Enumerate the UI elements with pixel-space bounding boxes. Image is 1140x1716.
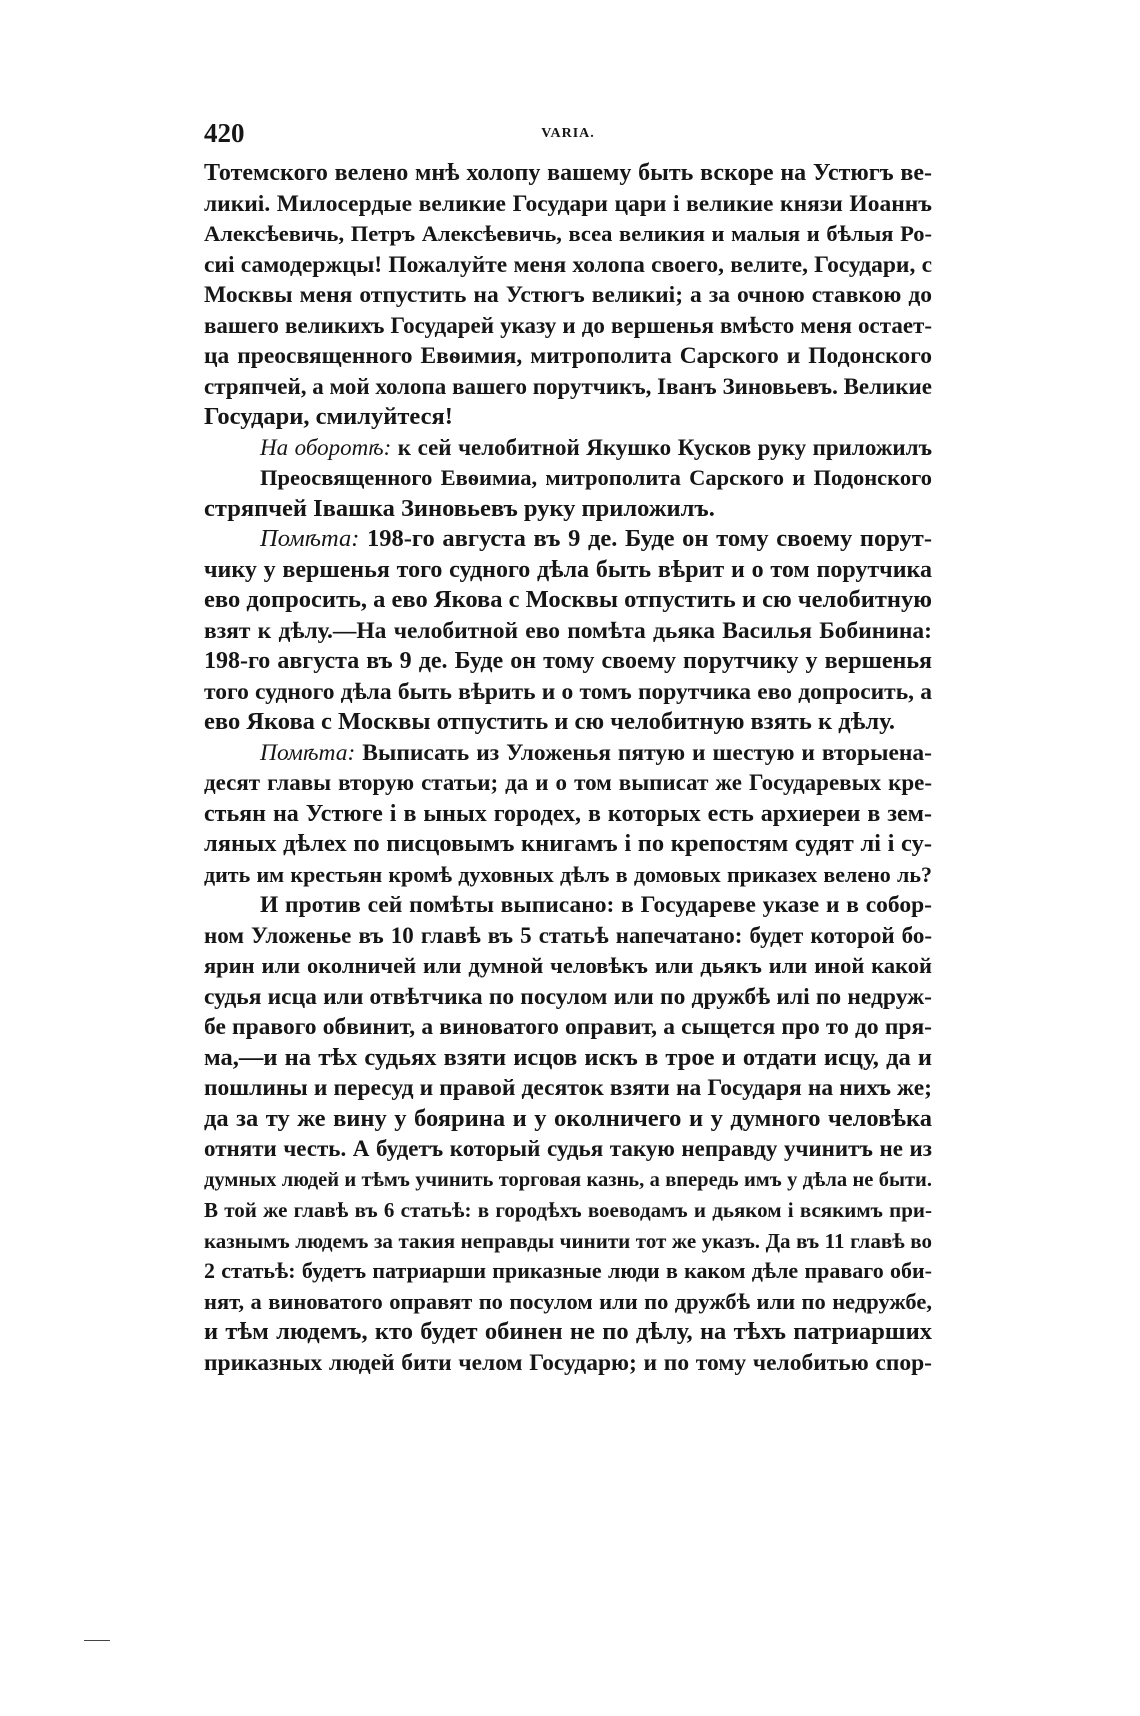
line-text: Москвы меня отпустить на Устюгъ великиі; а за очною ставкою до: [204, 282, 932, 308]
text-line: [204, 250, 932, 281]
text-line: [204, 1256, 932, 1287]
line-text: приказных людей бити челом Государю; и по тому челобитью спор-: [204, 1349, 932, 1376]
text-line: [204, 219, 932, 250]
text-line: [204, 829, 932, 860]
text-line: [204, 1104, 932, 1135]
line-text: стряпчей, а мой холопа вашего порутчикъ, Іванъ Зиновьевъ. Великие: [204, 373, 932, 399]
text-line: [204, 799, 932, 830]
text-line: [204, 890, 932, 921]
line-text: думных людей и тѣмъ учинить торговая казнь, а впередь имъ у дѣла не быти.: [204, 1168, 932, 1191]
text-line: [204, 341, 932, 372]
text-line: [204, 1165, 932, 1196]
line-text: сиі самодержцы! Пожалуйте меня холопа своего, велите, Государи, с: [204, 251, 932, 278]
text-line: [204, 433, 932, 464]
note-label: На оборотѣ:: [260, 434, 392, 460]
text-line: [204, 646, 932, 677]
text-line: [204, 494, 932, 525]
line-text: 198-го августа въ 9 де. Буде он тому своему порут-: [359, 525, 932, 552]
text-line: [204, 1134, 932, 1165]
note-label: Помѣта:: [260, 739, 356, 766]
text-line: [204, 1195, 932, 1226]
line-text: казнымъ людемъ за такия неправды чинити тот же указъ. Да въ 11 главѣ во: [204, 1228, 932, 1253]
text-line: [204, 1226, 932, 1257]
page-header: [204, 118, 932, 152]
line-text: того судного дѣла быть вѣрить и о томъ порутчика ево допросить, а: [204, 678, 932, 705]
text-line: [204, 189, 932, 220]
line-text: И против сей помѣты выписано: в Государеве указе и в собор-: [260, 892, 932, 918]
line-text: чику у вершенья того судного дѣла быть вѣрит и о том порутчика: [204, 556, 932, 583]
text-line: [204, 463, 932, 494]
line-text: Государи, смилуйтеся!: [204, 403, 453, 430]
line-text: к сей челобитной Якушко Кусков руку приложилъ: [391, 434, 932, 460]
line-text: Алексѣевичь, Петръ Алексѣевичь, всеа великия и малыя и бѣлыя Ро-: [204, 221, 932, 246]
line-text: В той же главѣ въ 6 статьѣ: в городѣхъ воеводамъ и дьяком і всякимъ при-: [204, 1198, 932, 1222]
line-text: ном Уложенье въ 10 главѣ въ 5 статьѣ напечатано: будет которой бо-: [204, 922, 932, 948]
line-text: стьян на Устюге і в ыных городех, в которых есть архиереи в зем-: [204, 800, 932, 827]
line-text: ево Якова с Москвы отпустить и сю челобитную взять к дѣлу.: [204, 708, 896, 735]
line-text: 198-го августа въ 9 де. Буде он тому своему порутчику у вершенья: [204, 648, 932, 674]
text-line: [204, 311, 932, 342]
line-text: десят главы вторую статьи; да и о том выписат же Государевых кре-: [204, 770, 932, 795]
line-text: ца преосвященного Евѳимия, митрополита Сарского и Подонского: [204, 343, 932, 369]
text-line: [204, 707, 932, 738]
line-text: ево допросить, а ево Якова с Москвы отпустить и сю челобитную: [204, 586, 932, 613]
line-text: нят, а виноватого оправят по посулом или по дружбѣ или по недружбе,: [204, 1288, 932, 1314]
text-line: [204, 1073, 932, 1104]
line-text: вашего великихъ Государей указу и до вершенья вмѣсто меня остает-: [204, 312, 932, 338]
text-line: [204, 555, 932, 586]
line-text: ляных дѣлех по писцовымъ книгамъ і по крепостям судят лі і су-: [204, 830, 932, 857]
text-line: [204, 921, 932, 952]
line-text: ма,—и на тѣх судьях взяти исцов искъ в трое и отдати исцу, да и: [204, 1043, 932, 1071]
line-text: стряпчей Івашка Зиновьевъ руку приложилъ.: [204, 494, 715, 522]
text-line: [204, 372, 932, 403]
text-line: [204, 280, 932, 311]
text-line: [204, 616, 932, 647]
note-label: Помѣта:: [260, 525, 360, 552]
text-line: [204, 951, 932, 982]
page-number: 420: [204, 118, 245, 148]
text-line: [204, 402, 932, 433]
margin-rule: [84, 1640, 110, 1641]
line-text: дить им крестьян кромѣ духовных дѣлъ в домовых приказех велено ль?: [204, 861, 932, 887]
line-text: пошлины и пересуд и правой десяток взяти на Государя на нихъ же;: [204, 1075, 932, 1101]
text-line: [204, 585, 932, 616]
line-text: Тотемского велено мнѣ холопу вашему быть вскоре на Устюгъ ве-: [204, 160, 932, 186]
line-text: 2 статьѣ: будетъ патриарши приказные люди в каком дѣле праваго оби-: [204, 1258, 932, 1283]
line-text: взят к дѣлу.—На челобитной ево помѣта дьяка Василья Бобинина:: [204, 617, 932, 644]
text-line: [204, 982, 932, 1013]
line-text: ярин или околничей или думной человѣкъ или дьякъ или иной какой: [204, 953, 932, 978]
text-line: [204, 1043, 932, 1074]
line-text: да за ту же вину у боярина и у околничего и у думного человѣка: [204, 1104, 932, 1132]
text-line: [204, 738, 932, 769]
text-line: [204, 158, 932, 189]
text-line: [204, 1317, 932, 1348]
line-text: бе правого обвинит, а виноватого оправит, а сыщется про то до пря-: [204, 1014, 932, 1040]
text-line: [204, 677, 932, 708]
line-text: отняти честь. А будетъ который судья такую неправду учинитъ не из: [204, 1136, 932, 1161]
line-text: и тѣм людемъ, кто будет обинен не по дѣлу, на тѣхъ патриарших: [204, 1318, 932, 1345]
line-text: Выписать из Уложенья пятую и шестую и вторыена-: [355, 739, 932, 766]
text-line: [204, 1287, 932, 1318]
body-text: [204, 158, 932, 1378]
text-line: [204, 524, 932, 555]
line-text: судья исца или отвѣтчика по посулом или по дружбѣ илі по недруж-: [204, 983, 932, 1010]
line-text: Преосвященного Евѳимиа, митрополита Сарского и Подонского: [260, 465, 932, 490]
text-line: [204, 768, 932, 799]
text-line: [204, 860, 932, 891]
line-text: ликиі. Милосердые великие Государи цари і великие князи Иоаннъ: [204, 190, 932, 217]
running-head: VARIA.: [541, 126, 595, 141]
text-line: [204, 1012, 932, 1043]
text-line: [204, 1348, 932, 1379]
